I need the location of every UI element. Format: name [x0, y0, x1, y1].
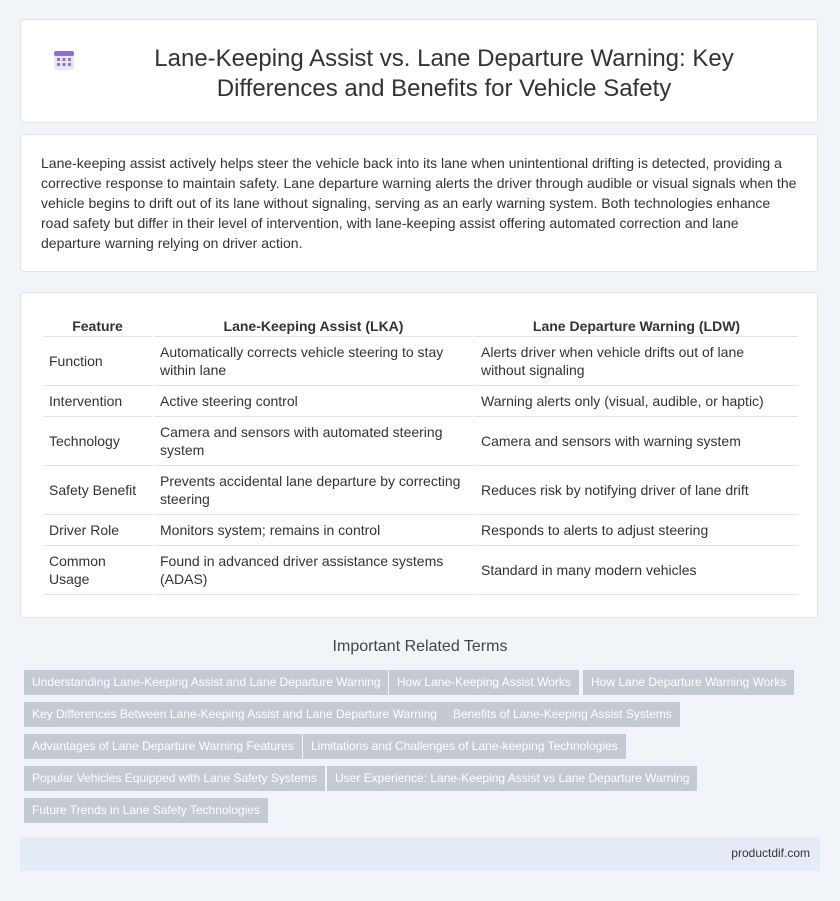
table-cell-lka: Camera and sensors with automated steering system: [153, 417, 474, 466]
table-header-row: [43, 315, 798, 337]
related-tag[interactable]: How Lane-Keeping Assist Works: [389, 670, 579, 695]
table-cell-lka: Automatically corrects vehicle steering to stay within lane: [153, 337, 474, 386]
related-tag[interactable]: Popular Vehicles Equipped with Lane Safety Systems: [24, 766, 325, 791]
related-terms-title: Important Related Terms: [332, 638, 508, 655]
related-tag[interactable]: Key Differences Between Lane-Keeping Assist and Lane Departure Warning: [24, 702, 445, 727]
table-row: [43, 466, 798, 515]
related-tag[interactable]: Understanding Lane-Keeping Assist and Lane Departure Warning: [24, 670, 388, 695]
table-cell-ldw: Camera and sensors with warning system: [474, 417, 798, 466]
table-cell-ldw: Reduces risk by notifying driver of lane drift: [474, 466, 798, 515]
table-cell-ldw: Warning alerts only (visual, audible, or haptic): [474, 386, 798, 417]
related-tag[interactable]: Future Trends in Lane Safety Technologies: [24, 798, 268, 823]
table-cell-feature: Common Usage: [43, 546, 153, 595]
page-title: Lane-Keeping Assist vs. Lane Departure Warning: Key Differences and Benefits for Vehicle Safety: [154, 45, 734, 102]
table-header-feature: Feature: [43, 315, 153, 337]
table-cell-ldw: Alerts driver when vehicle drifts out of lane without signaling: [474, 337, 798, 386]
intro-paragraph: Lane-keeping assist actively helps steer the vehicle back into its lane when unintentional drifting is detected, providing a corrective response to maintain safety. Lane departure warning alerts the driver through audible or visual signals when the vehicle begins to drift out of its lane without signaling, serving as an early warning system. Both technologies enhance road safety but differ in their level of intervention, with lane-keeping assist offering automated correction and lane departure warning relying on driver action.: [41, 155, 797, 251]
table-cell-feature: Intervention: [43, 386, 153, 417]
related-tag[interactable]: Benefits of Lane-Keeping Assist Systems: [445, 702, 680, 727]
table-cell-feature: Technology: [43, 417, 153, 466]
related-tag[interactable]: Limitations and Challenges of Lane-keeping Technologies: [303, 734, 626, 759]
table-cell-feature: Function: [43, 337, 153, 386]
table-cell-feature: Safety Benefit: [43, 466, 153, 515]
calendar-grid-icon: [53, 49, 75, 71]
table-row: [43, 337, 798, 386]
table-row: [43, 386, 798, 417]
comparison-table-card: [20, 292, 818, 618]
table-cell-lka: Active steering control: [153, 386, 474, 417]
footer-site-name[interactable]: productdif.com: [731, 846, 810, 860]
table-header-lka: Lane-Keeping Assist (LKA): [153, 315, 474, 337]
related-tag[interactable]: How Lane Departure Warning Works: [583, 670, 794, 695]
table-row: [43, 417, 798, 466]
table-cell-lka: Prevents accidental lane departure by correcting steering: [153, 466, 474, 515]
table-row: [43, 546, 798, 595]
table-cell-lka: Monitors system; remains in control: [153, 515, 474, 546]
header-card: [20, 19, 818, 123]
footer: [20, 837, 820, 871]
table-header-ldw: Lane Departure Warning (LDW): [474, 315, 798, 337]
table-cell-ldw: Responds to alerts to adjust steering: [474, 515, 798, 546]
table-row: [43, 515, 798, 546]
table-cell-lka: Found in advanced driver assistance systems (ADAS): [153, 546, 474, 595]
table-cell-feature: Driver Role: [43, 515, 153, 546]
table-cell-ldw: Standard in many modern vehicles: [474, 546, 798, 595]
related-tag[interactable]: User Experience: Lane-Keeping Assist vs Lane Departure Warning: [327, 766, 697, 791]
comparison-table: [43, 315, 798, 595]
related-tag[interactable]: Advantages of Lane Departure Warning Features: [24, 734, 302, 759]
intro-card: [20, 134, 818, 272]
